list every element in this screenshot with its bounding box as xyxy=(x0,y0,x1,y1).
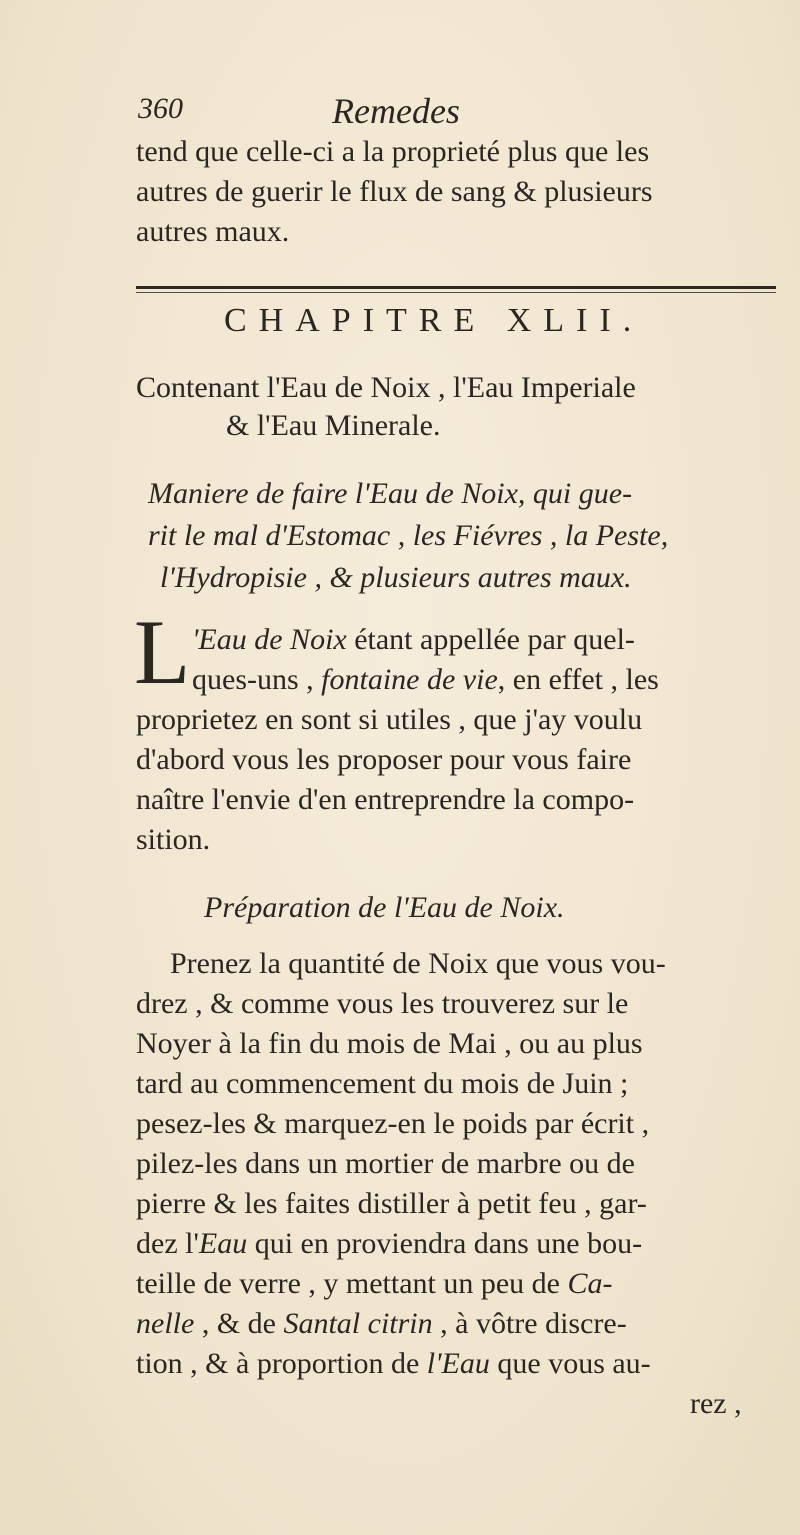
text-line xyxy=(136,1306,627,1342)
text-italic: 'Eau de Noix xyxy=(192,623,347,656)
page-header xyxy=(138,92,778,132)
text-line: autres maux. xyxy=(136,215,290,248)
section-heading: Préparation de l'Eau de Noix. xyxy=(204,891,565,924)
text-span: teille de verre , y mettant un peu de xyxy=(136,1267,568,1300)
text-span: étant appellée par quel- xyxy=(346,623,635,656)
text-line: Prenez la quantité de Noix que vous vou- xyxy=(170,947,666,980)
divider-rule xyxy=(136,286,776,289)
text-line: proprietez en sont si utiles , que j'ay voulu xyxy=(136,703,643,736)
running-head: Remedes xyxy=(332,91,460,131)
text-line: tend que celle-ci a la proprieté plus que les xyxy=(136,135,650,168)
section-heading-line: Maniere de faire l'Eau de Noix, qui gue- xyxy=(148,477,633,510)
text-span: , à vôtre discre- xyxy=(432,1307,627,1340)
text-line: pierre & les faites distiller à petit feu , gar- xyxy=(136,1187,647,1220)
text-italic: Eau xyxy=(198,1227,248,1260)
text-span: , & de xyxy=(194,1307,284,1340)
text-span: que vous au- xyxy=(489,1347,651,1380)
text-line: naître l'envie d'en entreprendre la compo- xyxy=(136,783,635,816)
text-span: ques-uns , xyxy=(192,663,322,696)
text-line: pilez-les dans un mortier de marbre ou de xyxy=(136,1147,635,1180)
section-heading-line: l'Hydropisie , & plusieurs autres maux. xyxy=(160,561,632,594)
text-italic: l'Eau xyxy=(426,1347,490,1380)
divider-rule-thin xyxy=(136,292,776,293)
text-line xyxy=(136,1346,651,1382)
text-line: drez , & comme vous les trouverez sur le xyxy=(136,987,629,1020)
section-heading-line: rit le mal d'Estomac , les Fiévres , la Peste, xyxy=(148,519,669,552)
text-line: pesez-les & marquez-en le poids par écrit , xyxy=(136,1107,650,1140)
text-line xyxy=(192,662,659,698)
text-line xyxy=(136,1266,613,1302)
drop-cap: L xyxy=(134,601,191,703)
chapter-summary-line: & l'Eau Minerale. xyxy=(226,409,441,442)
text-span: qui en proviendra dans une bou- xyxy=(247,1227,643,1260)
text-italic: fontaine de vie xyxy=(321,663,498,696)
catchword: rez , xyxy=(690,1387,742,1420)
text-italic: Santal citrin xyxy=(283,1307,433,1340)
text-line: d'abord vous les proposer pour vous faire xyxy=(136,743,632,776)
text-line: Noyer à la fin du mois de Mai , ou au plus xyxy=(136,1027,643,1060)
text-line xyxy=(192,622,635,658)
text-span: dez l' xyxy=(136,1227,199,1260)
text-line xyxy=(136,1226,642,1262)
text-span: , en effet , les xyxy=(497,663,659,696)
page-number: 360 xyxy=(138,92,183,125)
text-italic: Ca- xyxy=(567,1267,613,1300)
text-line: sition. xyxy=(136,823,211,856)
chapter-summary-line: Contenant l'Eau de Noix , l'Eau Imperiale xyxy=(136,371,636,404)
text-italic: nelle xyxy=(136,1307,195,1340)
chapter-title: CHAPITRE XLII. xyxy=(224,302,644,339)
text-line: tard au commencement du mois de Juin ; xyxy=(136,1067,629,1100)
text-line: autres de guerir le flux de sang & plusieurs xyxy=(136,175,653,208)
text-span: tion , & à proportion de xyxy=(136,1347,427,1380)
